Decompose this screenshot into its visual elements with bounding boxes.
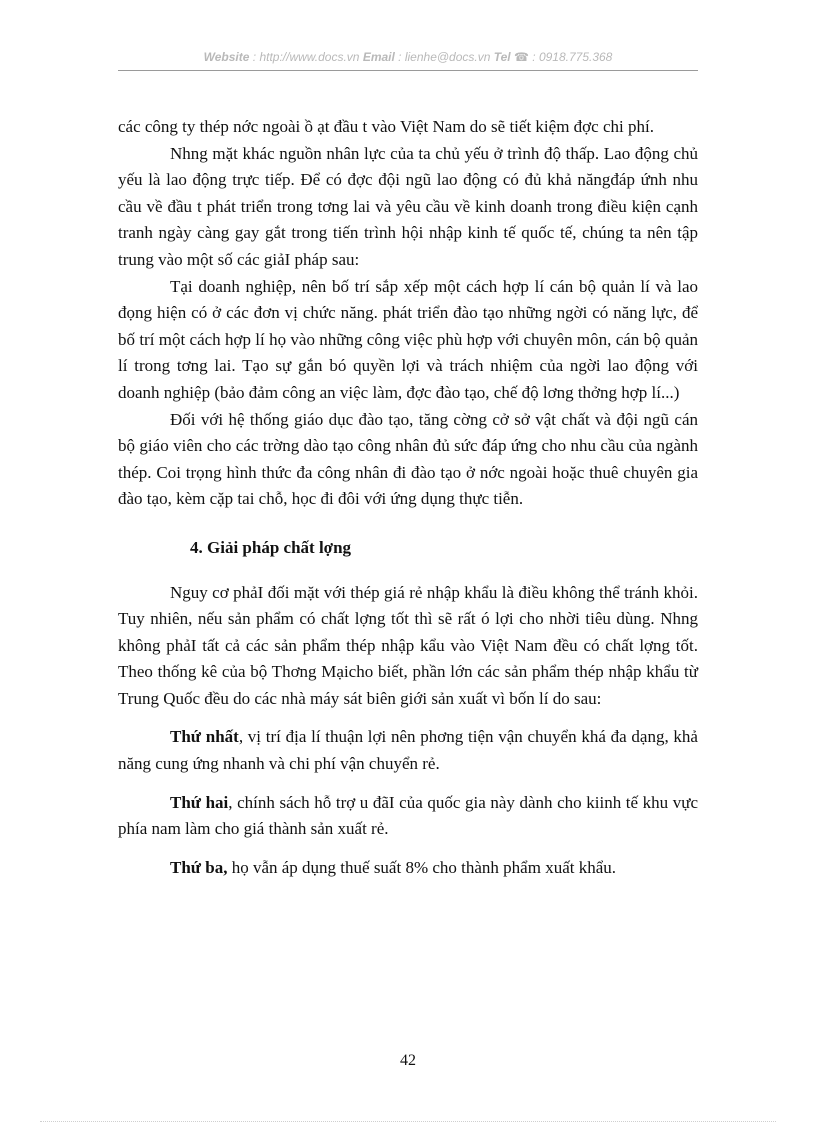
paragraph-5: Nguy cơ phảI đối mặt với thép giá rẻ nhập khẩu là điều không thể tránh khỏi. Tuy nhiên, nếu sản phẩm có chất lợng tốt thì sẽ rất ó lợi cho nhời tiêu dùng. Nhng không phảI tất cả các sản phẩm thép nhập kẩu vào Việt Nam đều có chất lợng tốt. Theo thống kê của bộ Thơng Mạicho biết, phần lớn các sản phẩm thép nhập khẩu từ Trung Quốc đều do các nhà máy sát biên giới sản xuất vì bốn lí do sau: [118, 582, 698, 708]
reason-3-term: Thứ ba, [170, 857, 228, 877]
paragraph-3: Tại doanh nghiệp, nên bố trí sắp xếp một cách hợp lí cán bộ quản lí và lao đọng hiện có ở các đơn vị chức năng. phát triển đào tạo những ngời có năng lực, để bố trí một cách hợp lí họ vào những công việc phù hợp với chuyên môn, cán bộ quản lí trong tơng lai. Tạo sự gắn bó quyền lợi và trách nhiệm của ngời lao động với doanh nghiệp (bảo đảm công an việc làm, đợc đào tạo, chế độ lơng thởng hợp lí...) [118, 276, 698, 402]
email-address: : lienhe@docs.vn [394, 50, 494, 64]
reason-1-text: , vị trí địa lí thuận lợi nên phơng tiện vận chuyển khá đa dạng, khả năng cung ứng nhanh và chi phí vận chuyển rẻ. [118, 727, 698, 774]
section-heading: 4. Giải pháp chất lợng [190, 537, 352, 557]
reason-2-text: , chính sách hỗ trợ u đãI của quốc gia này dành cho kiinh tế khu vực phía nam làm cho giá thành sản xuất rẻ. [118, 792, 698, 839]
paragraph-4: Đối với hệ thống giáo dục đào tạo, tăng cờng cở sở vật chất và đội ngũ cán bộ giáo viên cho các trờng dào tạo công nhân đủ sức đáp ứng cho nhu cầu của ngành thép. Coi trọng hình thức đa công nhân đi đào tạo ở nớc ngoài hoặc thuê chuyên gia đào tạo, kèm cặp tai chỗ, học đi đôi với ứng dụng thực tiễn. [118, 409, 698, 509]
tel-label: Tel [493, 50, 511, 64]
website-url: : http://www.docs.vn [249, 50, 363, 64]
phone-number: ☎ : 0918.775.368 [510, 50, 613, 64]
reason-3-text: họ vẫn áp dụng thuế suất 8% cho thành phẩm xuất khẩu. [227, 857, 617, 877]
email-label: Email [362, 50, 395, 64]
website-label: Website [203, 50, 250, 64]
reason-2-term: Thứ hai [170, 792, 229, 812]
header-divider [118, 70, 698, 71]
document-body [118, 114, 698, 881]
reason-1-term: Thứ nhất [170, 727, 239, 747]
paragraph-2: Nhng mặt khác nguồn nhân lực của ta chủ yếu ở trình độ thấp. Lao động chủ yếu là lao động trực tiếp. Để có đợc đội ngũ lao động có đủ khả năngđáp ứnh nhu cầu về đầu t phát triển trong tơng lai và yêu cầu về kinh doanh trong điều kiện cạnh tranh ngày càng gay gắt trong tiến trình hội nhập kinh tế quốc tế, chúng ta nên tập trung vào một số các giảI pháp sau: [118, 143, 698, 269]
page-number: 42 [400, 1052, 416, 1069]
reason-1 [118, 724, 698, 777]
page-header [118, 50, 698, 64]
reason-2 [118, 790, 698, 843]
reason-3 [118, 855, 698, 882]
page-bottom-divider [40, 1121, 776, 1122]
paragraph-1: các công ty thép nớc ngoài ồ ạt đầu t vào Việt Nam do sẽ tiết kiệm đợc chi phí. [118, 117, 654, 136]
